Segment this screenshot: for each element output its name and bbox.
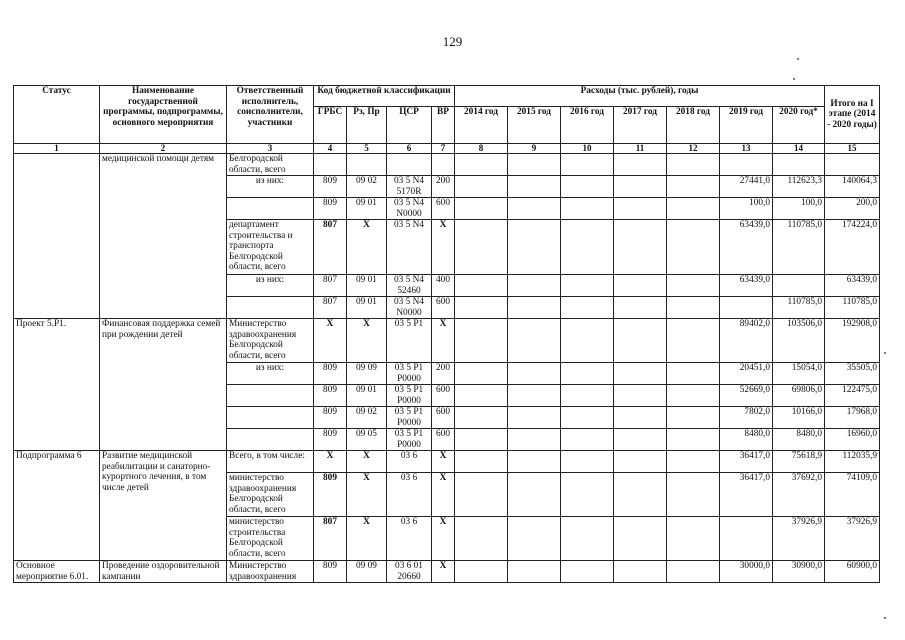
col-num: 12 — [667, 144, 720, 154]
cell-grbs: 807 — [314, 275, 347, 297]
col-num: 8 — [455, 144, 508, 154]
header-expenses: Расходы (тыс. рублей), годы — [455, 86, 825, 107]
cell-grbs: 807 — [314, 517, 347, 561]
header-year-2015: 2015 год — [508, 107, 561, 144]
cell-status: Проект 5.Р1. — [14, 319, 100, 451]
budget-table — [13, 85, 880, 583]
cell-responsible: министерство здравоохранения Белгородской области, всего — [227, 473, 314, 517]
cell-responsible — [227, 429, 314, 451]
table-body — [14, 154, 880, 583]
header-name: Наименование государственной программы, подпрограммы, основного мероприятия — [100, 86, 227, 144]
cell-2020: 100,0 — [773, 198, 825, 220]
col-num: 7 — [432, 144, 455, 154]
cell-2019: 36417,0 — [720, 451, 773, 473]
cell-responsible — [227, 407, 314, 429]
cell-status: Подпрограмма 6 — [14, 451, 100, 561]
cell-2019: 100,0 — [720, 198, 773, 220]
cell-vr: 200 — [432, 363, 455, 385]
cell-name: медицинской помощи детям — [100, 154, 227, 319]
cell-csr: 03 6 — [387, 473, 432, 517]
cell-total: 17968,0 — [825, 407, 880, 429]
col-num: 13 — [720, 144, 773, 154]
cell-rz — [347, 154, 387, 176]
cell-csr — [387, 154, 432, 176]
cell-2019 — [720, 154, 773, 176]
col-num: 5 — [347, 144, 387, 154]
scan-speck — [884, 617, 886, 619]
cell-total: 192908,0 — [825, 319, 880, 363]
cell-total: 200,0 — [825, 198, 880, 220]
cell-rz: Х — [347, 319, 387, 363]
cell-csr: 03 5 Р1 Р0000 — [387, 429, 432, 451]
cell-csr: 03 6 — [387, 451, 432, 473]
cell-csr: 03 5 N4 — [387, 220, 432, 275]
cell-rz: 09 09 — [347, 561, 387, 583]
header-responsible: Ответственный исполнитель, соисполнители, участники — [227, 86, 314, 144]
col-num: 11 — [614, 144, 667, 154]
cell-vr: Х — [432, 473, 455, 517]
cell-2020: 8480,0 — [773, 429, 825, 451]
cell-rz: 09 01 — [347, 198, 387, 220]
header-status: Статус — [14, 86, 100, 144]
cell-vr: 600 — [432, 429, 455, 451]
cell-grbs: Х — [314, 451, 347, 473]
cell-csr: 03 5 Р1 Р0000 — [387, 407, 432, 429]
cell-rz: Х — [347, 473, 387, 517]
cell-total — [825, 154, 880, 176]
cell-rz: 09 02 — [347, 176, 387, 198]
cell-2019: 89402,0 — [720, 319, 773, 363]
cell-total: 122475,0 — [825, 385, 880, 407]
cell-2019: 52669,0 — [720, 385, 773, 407]
header-year-2020: 2020 год* — [773, 107, 825, 144]
cell-grbs: 809 — [314, 176, 347, 198]
cell-grbs: 807 — [314, 297, 347, 319]
col-num: 9 — [508, 144, 561, 154]
cell-csr: 03 6 01 20660 — [387, 561, 432, 583]
cell-rz: 09 01 — [347, 297, 387, 319]
cell-rz: Х — [347, 517, 387, 561]
col-num: 14 — [773, 144, 825, 154]
cell-2019: 7802,0 — [720, 407, 773, 429]
cell-responsible: министерство строительства Белгородской области, всего — [227, 517, 314, 561]
cell-total: 140064,3 — [825, 176, 880, 198]
cell-total: 63439,0 — [825, 275, 880, 297]
cell-grbs: 809 — [314, 385, 347, 407]
cell-csr: 03 6 — [387, 517, 432, 561]
cell-csr: 03 5 Р1 Р0000 — [387, 385, 432, 407]
header-total: Итого на I этапе (2014 - 2020 годы) — [825, 86, 880, 144]
cell-grbs: 809 — [314, 561, 347, 583]
cell-vr: Х — [432, 220, 455, 275]
cell-csr: 03 5 N4 52460 — [387, 275, 432, 297]
cell-responsible: из них: — [227, 176, 314, 198]
cell-name: Развитие медицинской реабилитации и санаторно-курортного лечения, в том числе детей — [100, 451, 227, 561]
cell-rz: 09 01 — [347, 275, 387, 297]
cell-name: Финансовая поддержка семей при рождении детей — [100, 319, 227, 451]
cell-responsible — [227, 198, 314, 220]
cell-csr: 03 5 N4 5170R — [387, 176, 432, 198]
col-num: 15 — [825, 144, 880, 154]
cell-total: 112035,9 — [825, 451, 880, 473]
cell-responsible — [227, 385, 314, 407]
cell-vr: 600 — [432, 297, 455, 319]
col-num: 6 — [387, 144, 432, 154]
cell-vr: Х — [432, 451, 455, 473]
header-grbs: ГРБС — [314, 107, 347, 144]
cell-total: 174224,0 — [825, 220, 880, 275]
cell-grbs: 807 — [314, 220, 347, 275]
cell-csr: 03 5 N4 N0000 — [387, 198, 432, 220]
cell-2020: 10166,0 — [773, 407, 825, 429]
cell-2020: 37926,9 — [773, 517, 825, 561]
cell-status — [14, 154, 100, 319]
cell-csr: 03 5 Р1 Р0000 — [387, 363, 432, 385]
header-rz: Рз, Пр — [347, 107, 387, 144]
header-year-2016: 2016 год — [561, 107, 614, 144]
cell-vr: Х — [432, 319, 455, 363]
cell-2019: 63439,0 — [720, 220, 773, 275]
header-csr: ЦСР — [387, 107, 432, 144]
header-year-2017: 2017 год — [614, 107, 667, 144]
cell-2020: 75618,9 — [773, 451, 825, 473]
cell-2020: 15054,0 — [773, 363, 825, 385]
cell-total: 60900,0 — [825, 561, 880, 583]
cell-responsible: департамент строительства и транспорта Белгородской области, всего — [227, 220, 314, 275]
cell-rz: Х — [347, 451, 387, 473]
cell-grbs: 809 — [314, 473, 347, 517]
cell-rz: 09 01 — [347, 385, 387, 407]
cell-2019 — [720, 517, 773, 561]
cell-name: Проведение оздоровительной кампании — [100, 561, 227, 583]
cell-total: 37926,9 — [825, 517, 880, 561]
cell-csr: 03 5 N4 N0000 — [387, 297, 432, 319]
cell-2020: 37692,0 — [773, 473, 825, 517]
cell-rz: Х — [347, 220, 387, 275]
cell-responsible: Министерство здравоохранения Белгородской области, всего — [227, 319, 314, 363]
cell-2019: 30000,0 — [720, 561, 773, 583]
cell-vr: 400 — [432, 275, 455, 297]
cell-2019: 8480,0 — [720, 429, 773, 451]
cell-grbs: Х — [314, 319, 347, 363]
col-num: 3 — [227, 144, 314, 154]
cell-total: 35505,0 — [825, 363, 880, 385]
cell-vr: 600 — [432, 407, 455, 429]
cell-grbs: 809 — [314, 407, 347, 429]
cell-vr: Х — [432, 517, 455, 561]
cell-2019 — [720, 297, 773, 319]
cell-grbs: 809 — [314, 363, 347, 385]
header-year-2019: 2019 год — [720, 107, 773, 144]
cell-vr: 600 — [432, 385, 455, 407]
cell-responsible: Всего, в том числе: — [227, 451, 314, 473]
cell-total: 110785,0 — [825, 297, 880, 319]
cell-total: 16960,0 — [825, 429, 880, 451]
cell-2019: 63439,0 — [720, 275, 773, 297]
cell-2019: 27441,0 — [720, 176, 773, 198]
cell-vr: 600 — [432, 198, 455, 220]
scan-speck — [797, 58, 799, 60]
cell-csr: 03 5 Р1 — [387, 319, 432, 363]
header-vr: ВР — [432, 107, 455, 144]
cell-2020: 112623,3 — [773, 176, 825, 198]
table-row — [14, 451, 880, 473]
page-number: 129 — [442, 34, 463, 49]
cell-2019: 36417,0 — [720, 473, 773, 517]
col-num: 10 — [561, 144, 614, 154]
cell-2020: 30900,0 — [773, 561, 825, 583]
cell-vr: 200 — [432, 176, 455, 198]
header-year-2018: 2018 год — [667, 107, 720, 144]
cell-grbs — [314, 154, 347, 176]
cell-2020 — [773, 154, 825, 176]
cell-rz: 09 09 — [347, 363, 387, 385]
scan-speck — [884, 352, 886, 354]
header-year-2014: 2014 год — [455, 107, 508, 144]
column-number-row — [14, 144, 880, 154]
header-budget-code: Код бюджетной классификации — [314, 86, 455, 107]
col-num: 4 — [314, 144, 347, 154]
scan-speck — [793, 78, 795, 80]
table-row — [14, 154, 880, 176]
cell-grbs: 809 — [314, 429, 347, 451]
cell-2020: 103506,0 — [773, 319, 825, 363]
col-num: 2 — [100, 144, 227, 154]
table-row — [14, 561, 880, 583]
cell-rz: 09 02 — [347, 407, 387, 429]
cell-status: Основное мероприятие 6.01. — [14, 561, 100, 583]
cell-rz: 09 05 — [347, 429, 387, 451]
cell-2020 — [773, 275, 825, 297]
cell-vr — [432, 154, 455, 176]
cell-responsible — [227, 297, 314, 319]
cell-2019: 20451,0 — [720, 363, 773, 385]
table-header — [14, 86, 880, 154]
cell-responsible: Министерство здравоохранения — [227, 561, 314, 583]
cell-total: 74109,0 — [825, 473, 880, 517]
cell-responsible: Белгородской области, всего — [227, 154, 314, 176]
cell-2020: 69806,0 — [773, 385, 825, 407]
cell-2020: 110785,0 — [773, 220, 825, 275]
cell-responsible: из них: — [227, 363, 314, 385]
col-num: 1 — [14, 144, 100, 154]
cell-2020: 110785,0 — [773, 297, 825, 319]
table-row — [14, 319, 880, 363]
cell-responsible: из них: — [227, 275, 314, 297]
cell-vr: Х — [432, 561, 455, 583]
cell-grbs: 809 — [314, 198, 347, 220]
